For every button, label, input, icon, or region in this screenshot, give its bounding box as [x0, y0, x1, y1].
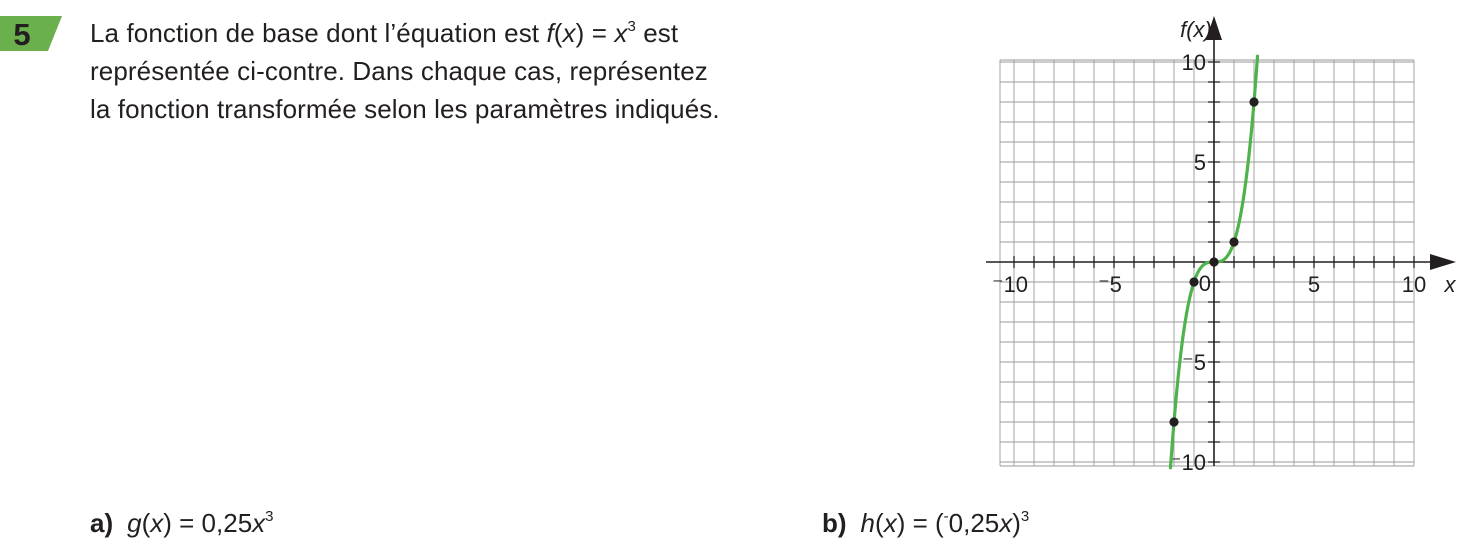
- x-axis-arrow: [1430, 254, 1456, 270]
- marked-point: [1229, 237, 1238, 246]
- y-tick-label: 5: [1193, 150, 1206, 175]
- problem-line-1: La fonction de base dont l’équation est $f(x) = x^3$ est: [90, 18, 679, 48]
- x-tick-label: ⁻10: [991, 272, 1029, 297]
- marked-point: [1209, 257, 1218, 266]
- badge-background: [0, 16, 62, 51]
- origin-label: 0: [1198, 271, 1211, 296]
- x-tick-label: 10: [1401, 272, 1427, 297]
- x-tick-label: 5: [1307, 272, 1321, 297]
- exercise-number-badge: [0, 16, 62, 51]
- y-tick-label: ⁻5: [1182, 350, 1206, 375]
- x-tick-label: ⁻5: [1098, 272, 1122, 297]
- part-a-label: a): [90, 508, 114, 538]
- exercise-number: 5: [13, 17, 31, 51]
- problem-statement: [90, 14, 850, 128]
- x-axis-title: x: [1444, 272, 1456, 297]
- problem-line-2: représentée ci-contre. Dans chaque cas, représentez: [90, 56, 708, 86]
- y-axis-title: f(x): [1180, 17, 1212, 42]
- part-a: a) $g(x) = 0,25x^3$: [90, 508, 274, 538]
- y-tick-label: ⁻10: [1169, 450, 1206, 475]
- chart-svg: [960, 0, 1474, 480]
- part-b-label: b): [822, 508, 847, 538]
- cubic-function-graph: [960, 0, 1474, 480]
- problem-line-3: la fonction transformée selon les paramètres indiqués.: [90, 94, 720, 124]
- marked-point: [1189, 277, 1198, 286]
- y-tick-label: 10: [1181, 50, 1206, 75]
- marked-point: [1169, 417, 1178, 426]
- part-b: b) $h(x) = (^-0,25x)^3$: [822, 508, 1030, 538]
- marked-point: [1249, 97, 1258, 106]
